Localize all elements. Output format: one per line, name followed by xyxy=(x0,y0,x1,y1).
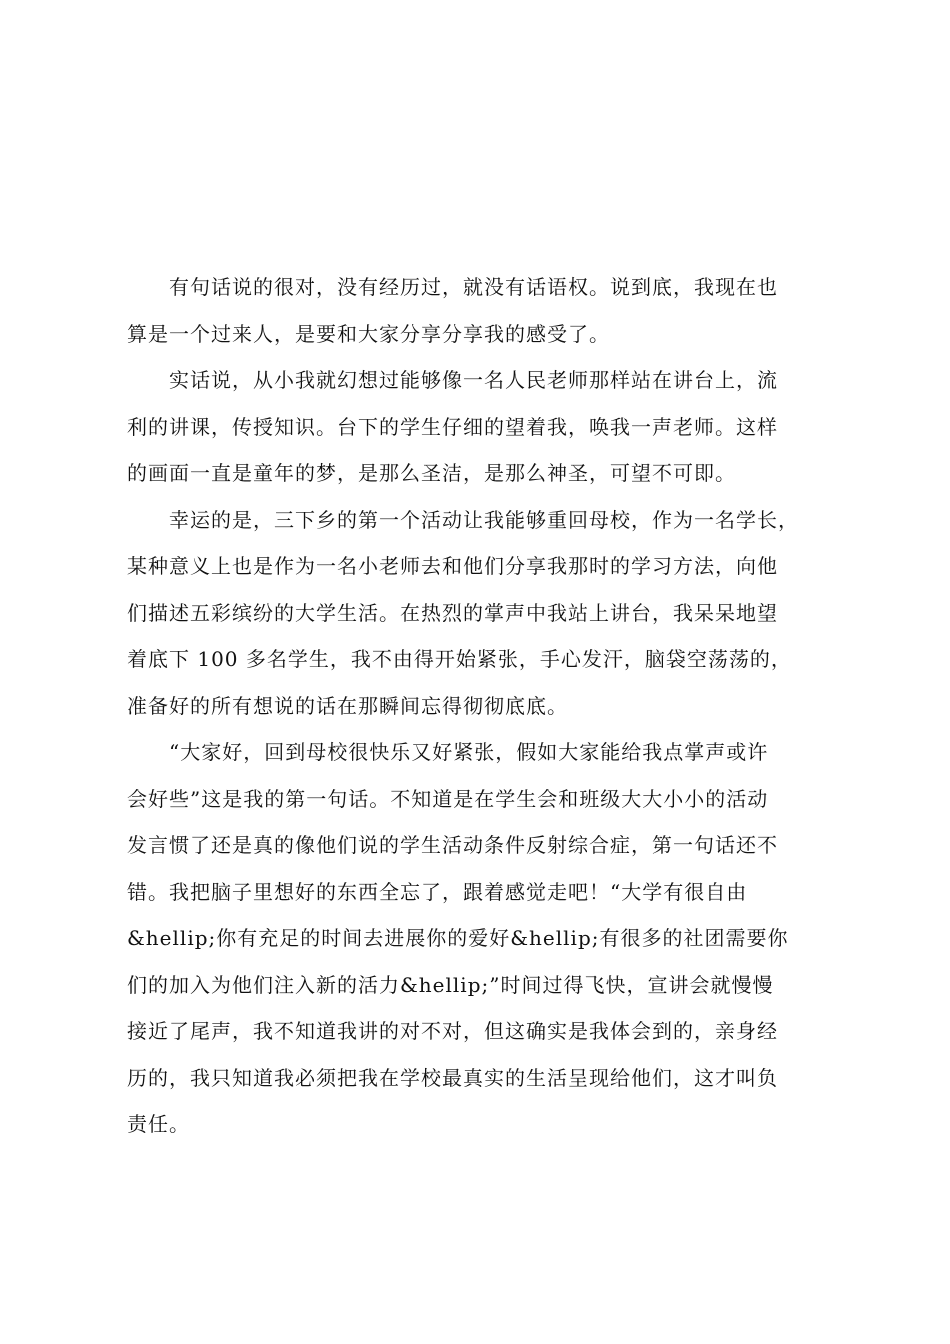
text-line: 会好些”这是我的第一句话。不知道是在学生会和班级大大小小的活动 xyxy=(127,786,769,811)
text-line: 们的加入为他们注入新的活力&hellip;”时间过得飞快，宣讲会就慢慢 xyxy=(127,972,774,997)
text-line: 错。我把脑子里想好的东西全忘了，跟着感觉走吧！“大学有很自由 xyxy=(127,879,748,904)
text-line: &hellip;你有充足的时间去进展你的爱好&hellip;有很多的社团需要你 xyxy=(127,926,789,950)
text-line: 利的讲课，传授知识。台下的学生仔细的望着我，唤我一声老师。这样 xyxy=(127,414,778,439)
text-line: 的画面一直是童年的梦，是那么圣洁，是那么神圣，可望不可即。 xyxy=(127,461,736,485)
text-line: 接近了尾声，我不知道我讲的对不对，但这确实是我体会到的，亲身经 xyxy=(127,1019,778,1043)
text-line: 着底下 100 多名学生，我不由得开始紧张，手心发汗，脑袋空荡荡的， xyxy=(127,647,792,671)
text-line: 有句话说的很对，没有经历过，就没有话语权。说到底，我现在也 xyxy=(127,275,778,299)
text-line: 某种意义上也是作为一名小老师去和他们分享我那时的学习方法，向他 xyxy=(127,554,778,578)
text-line: 历的，我只知道我必须把我在学校最真实的生活呈现给他们，这才叫负 xyxy=(127,1065,778,1090)
text-line: 准备好的所有想说的话在那瞬间忘得彻彻底底。 xyxy=(127,693,568,718)
document-body xyxy=(127,268,827,1152)
text-line: 责任。 xyxy=(127,1112,190,1136)
text-line: 实话说，从小我就幻想过能够像一名人民老师那样站在讲台上，流 xyxy=(127,368,778,392)
text-line: 们描述五彩缤纷的大学生活。在热烈的掌声中我站上讲台，我呆呆地望 xyxy=(127,600,778,625)
text-line: 发言惯了还是真的像他们说的学生活动条件反射综合症，第一句话还不 xyxy=(127,833,778,857)
text-line: 幸运的是，三下乡的第一个活动让我能够重回母校，作为一名学长， xyxy=(127,507,799,532)
text-line: 算是一个过来人，是要和大家分享分享我的感受了。 xyxy=(127,321,610,346)
text-line: “大家好，回到母校很快乐又好紧张，假如大家能给我点掌声或许 xyxy=(127,740,769,764)
